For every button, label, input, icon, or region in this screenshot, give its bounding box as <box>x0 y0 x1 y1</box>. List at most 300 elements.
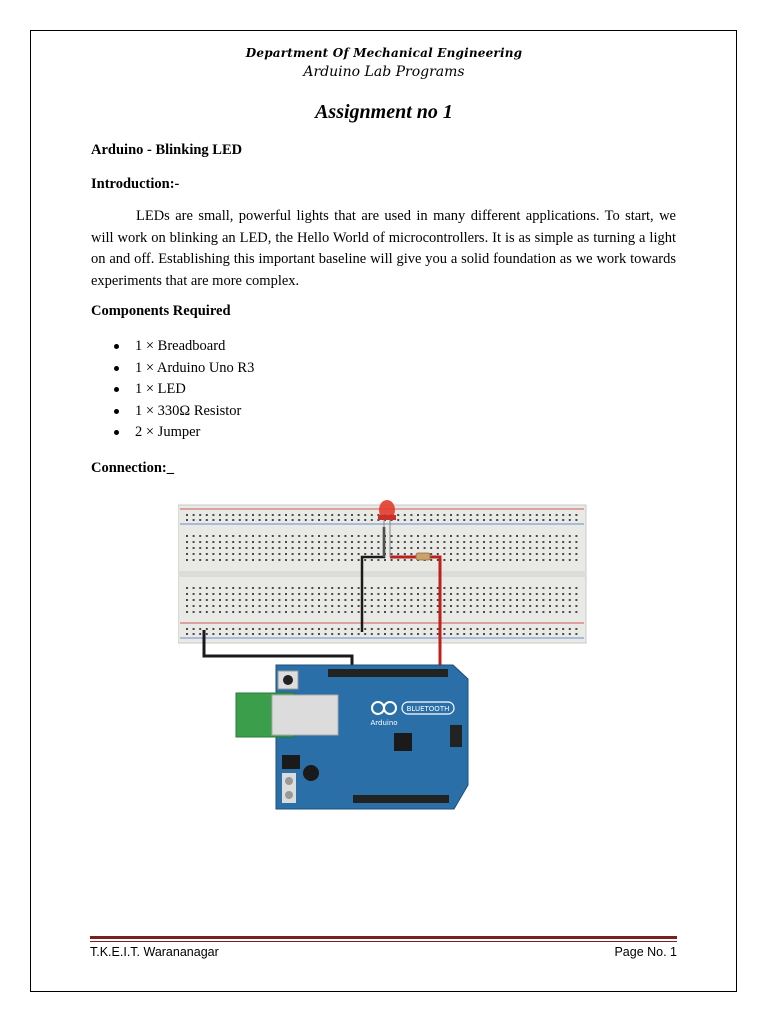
breadboard-hole <box>278 559 280 561</box>
breadboard-hole <box>338 535 340 537</box>
components-list <box>91 336 254 444</box>
breadboard-hole <box>509 514 511 516</box>
breadboard-hole <box>575 541 577 543</box>
breadboard-hole <box>259 553 261 555</box>
breadboard-hole <box>325 541 327 543</box>
footer-institute: T.K.E.I.T. Warananagar <box>90 945 219 959</box>
breadboard-hole <box>305 535 307 537</box>
breadboard-hole <box>509 559 511 561</box>
breadboard-hole <box>193 535 195 537</box>
breadboard-hole <box>351 541 353 543</box>
breadboard-hole <box>206 514 208 516</box>
breadboard-hole <box>245 587 247 589</box>
breadboard-hole <box>318 628 320 630</box>
breadboard-hole <box>575 519 577 521</box>
breadboard-hole <box>562 599 564 601</box>
breadboard-hole <box>410 514 412 516</box>
breadboard-hole <box>278 605 280 607</box>
breadboard-hole <box>305 553 307 555</box>
breadboard-hole <box>219 605 221 607</box>
breadboard-hole <box>186 541 188 543</box>
breadboard-hole <box>292 559 294 561</box>
breadboard-hole <box>536 611 538 613</box>
breadboard-hole <box>311 547 313 549</box>
breadboard-hole <box>476 559 478 561</box>
breadboard-hole <box>245 628 247 630</box>
breadboard-hole <box>371 587 373 589</box>
breadboard-hole <box>490 535 492 537</box>
breadboard-hole <box>556 587 558 589</box>
breadboard-hole <box>443 519 445 521</box>
breadboard-hole <box>206 553 208 555</box>
breadboard-hole <box>470 593 472 595</box>
breadboard-hole <box>391 593 393 595</box>
breadboard-hole <box>417 519 419 521</box>
breadboard-hole <box>232 628 234 630</box>
breadboard-hole <box>430 633 432 635</box>
breadboard-hole <box>483 599 485 601</box>
breadboard-hole <box>470 628 472 630</box>
breadboard-hole <box>556 611 558 613</box>
breadboard-hole <box>226 535 228 537</box>
breadboard-hole <box>212 611 214 613</box>
breadboard-hole <box>351 559 353 561</box>
breadboard-hole <box>245 605 247 607</box>
breadboard-hole <box>476 519 478 521</box>
breadboard-hole <box>410 593 412 595</box>
breadboard-hole <box>351 514 353 516</box>
breadboard-hole <box>193 587 195 589</box>
breadboard-hole <box>232 587 234 589</box>
breadboard-hole <box>193 611 195 613</box>
breadboard-hole <box>575 593 577 595</box>
breadboard-hole <box>430 514 432 516</box>
breadboard-hole <box>457 519 459 521</box>
breadboard-hole <box>575 611 577 613</box>
breadboard-hole <box>318 605 320 607</box>
breadboard-hole <box>252 628 254 630</box>
breadboard-hole <box>259 605 261 607</box>
breadboard-hole <box>556 514 558 516</box>
breadboard-hole <box>344 611 346 613</box>
breadboard-hole <box>509 535 511 537</box>
breadboard-hole <box>450 587 452 589</box>
breadboard-hole <box>569 559 571 561</box>
breadboard-hole <box>199 553 201 555</box>
breadboard-hole <box>212 587 214 589</box>
breadboard-hole <box>443 587 445 589</box>
breadboard-hole <box>371 559 373 561</box>
breadboard-hole <box>364 611 366 613</box>
breadboard-hole <box>265 519 267 521</box>
breadboard-hole <box>219 547 221 549</box>
breadboard-hole <box>292 605 294 607</box>
breadboard-hole <box>490 541 492 543</box>
breadboard-hole <box>344 559 346 561</box>
breadboard-hole <box>476 633 478 635</box>
breadboard-hole <box>463 553 465 555</box>
breadboard-hole <box>298 628 300 630</box>
breadboard-hole <box>371 593 373 595</box>
circuit-diagram <box>178 497 588 815</box>
breadboard-hole <box>443 535 445 537</box>
bullet-icon <box>114 409 119 414</box>
breadboard-hole <box>285 605 287 607</box>
breadboard-hole <box>226 587 228 589</box>
breadboard-hole <box>325 559 327 561</box>
breadboard-hole <box>351 628 353 630</box>
breadboard-hole <box>364 553 366 555</box>
breadboard-hole <box>193 628 195 630</box>
breadboard-hole <box>305 628 307 630</box>
breadboard-hole <box>509 553 511 555</box>
breadboard-hole <box>476 535 478 537</box>
breadboard-hole <box>397 593 399 595</box>
breadboard-hole <box>529 611 531 613</box>
breadboard-hole <box>575 535 577 537</box>
breadboard-hole <box>503 628 505 630</box>
breadboard-hole <box>542 519 544 521</box>
breadboard-hole <box>186 535 188 537</box>
breadboard-hole <box>338 633 340 635</box>
breadboard-hole <box>470 611 472 613</box>
breadboard-hole <box>542 605 544 607</box>
breadboard-hole <box>450 593 452 595</box>
breadboard-hole <box>331 541 333 543</box>
breadboard-hole <box>483 587 485 589</box>
breadboard-hole <box>298 587 300 589</box>
breadboard-hole <box>199 605 201 607</box>
breadboard-hole <box>318 547 320 549</box>
breadboard-hole <box>186 553 188 555</box>
breadboard-hole <box>245 541 247 543</box>
breadboard-hole <box>457 611 459 613</box>
breadboard-hole <box>219 514 221 516</box>
breadboard-hole <box>549 628 551 630</box>
breadboard-hole <box>311 553 313 555</box>
breadboard-hole <box>542 559 544 561</box>
breadboard-hole <box>410 541 412 543</box>
breadboard-hole <box>529 514 531 516</box>
breadboard-hole <box>252 514 254 516</box>
breadboard-hole <box>450 519 452 521</box>
breadboard-hole <box>278 519 280 521</box>
breadboard-hole <box>404 633 406 635</box>
arduino-board <box>236 665 468 809</box>
breadboard-hole <box>364 535 366 537</box>
breadboard-hole <box>331 611 333 613</box>
breadboard-hole <box>351 593 353 595</box>
breadboard-hole <box>470 633 472 635</box>
breadboard-hole <box>470 547 472 549</box>
breadboard-hole <box>496 541 498 543</box>
breadboard-hole <box>199 535 201 537</box>
breadboard-hole <box>516 547 518 549</box>
breadboard-hole <box>232 633 234 635</box>
breadboard-hole <box>490 547 492 549</box>
breadboard-hole <box>476 541 478 543</box>
breadboard-hole <box>259 541 261 543</box>
breadboard-hole <box>410 628 412 630</box>
breadboard-hole <box>430 587 432 589</box>
breadboard-hole <box>417 593 419 595</box>
breadboard-hole <box>193 519 195 521</box>
breadboard-hole <box>516 611 518 613</box>
breadboard-hole <box>245 611 247 613</box>
breadboard-hole <box>430 599 432 601</box>
breadboard-hole <box>219 628 221 630</box>
breadboard-hole <box>371 519 373 521</box>
breadboard-hole <box>245 559 247 561</box>
breadboard-hole <box>496 599 498 601</box>
breadboard-hole <box>338 541 340 543</box>
breadboard-hole <box>463 593 465 595</box>
breadboard-hole <box>325 611 327 613</box>
breadboard-hole <box>542 541 544 543</box>
breadboard-hole <box>193 633 195 635</box>
breadboard-hole <box>549 611 551 613</box>
breadboard-hole <box>259 611 261 613</box>
breadboard-hole <box>430 611 432 613</box>
breadboard-hole <box>470 605 472 607</box>
introduction-heading: Introduction:- <box>91 176 180 192</box>
breadboard-hole <box>470 541 472 543</box>
breadboard-hole <box>239 553 241 555</box>
breadboard-hole <box>278 599 280 601</box>
breadboard-hole <box>483 559 485 561</box>
breadboard-hole <box>305 547 307 549</box>
connection-heading: Connection:_ <box>91 460 174 476</box>
breadboard-hole <box>206 587 208 589</box>
breadboard-hole <box>430 519 432 521</box>
breadboard-hole <box>259 633 261 635</box>
breadboard-hole <box>457 628 459 630</box>
breadboard-hole <box>549 519 551 521</box>
breadboard-hole <box>212 559 214 561</box>
breadboard-hole <box>351 535 353 537</box>
breadboard-hole <box>245 547 247 549</box>
breadboard-hole <box>417 547 419 549</box>
breadboard-hole <box>509 519 511 521</box>
breadboard-hole <box>344 605 346 607</box>
breadboard-hole <box>417 611 419 613</box>
breadboard-hole <box>272 605 274 607</box>
breadboard-hole <box>490 514 492 516</box>
breadboard-hole <box>529 559 531 561</box>
breadboard-hole <box>424 593 426 595</box>
breadboard-hole <box>424 514 426 516</box>
breadboard-hole <box>259 535 261 537</box>
breadboard-hole <box>298 599 300 601</box>
components-heading: Components Required <box>91 303 231 319</box>
breadboard-hole <box>516 587 518 589</box>
breadboard-hole <box>529 547 531 549</box>
breadboard-hole <box>450 633 452 635</box>
breadboard-hole <box>311 541 313 543</box>
breadboard-hole <box>509 628 511 630</box>
breadboard-hole <box>384 593 386 595</box>
breadboard-hole <box>239 593 241 595</box>
breadboard-hole <box>325 633 327 635</box>
breadboard-hole <box>503 547 505 549</box>
breadboard-hole <box>549 633 551 635</box>
breadboard-hole <box>219 599 221 601</box>
breadboard-hole <box>391 535 393 537</box>
breadboard-hole <box>305 559 307 561</box>
breadboard-hole <box>344 535 346 537</box>
breadboard-hole <box>503 633 505 635</box>
breadboard-hole <box>536 514 538 516</box>
breadboard-hole <box>430 535 432 537</box>
breadboard-hole <box>285 547 287 549</box>
breadboard-hole <box>338 514 340 516</box>
breadboard-hole <box>457 514 459 516</box>
breadboard-hole <box>536 553 538 555</box>
breadboard-hole <box>298 541 300 543</box>
breadboard-hole <box>212 535 214 537</box>
breadboard-hole <box>490 599 492 601</box>
breadboard-hole <box>364 547 366 549</box>
breadboard-hole <box>430 541 432 543</box>
breadboard-hole <box>232 541 234 543</box>
breadboard-hole <box>371 547 373 549</box>
breadboard-hole <box>562 611 564 613</box>
breadboard-hole <box>292 535 294 537</box>
breadboard-hole <box>476 611 478 613</box>
breadboard-hole <box>338 587 340 589</box>
breadboard-hole <box>476 605 478 607</box>
list-item: 1 × Arduino Uno R3 <box>91 358 254 380</box>
breadboard-hole <box>476 547 478 549</box>
breadboard-hole <box>252 553 254 555</box>
breadboard-hole <box>496 628 498 630</box>
breadboard-hole <box>529 633 531 635</box>
breadboard-hole <box>430 593 432 595</box>
breadboard-hole <box>305 605 307 607</box>
breadboard-hole <box>410 633 412 635</box>
breadboard-hole <box>331 593 333 595</box>
breadboard-hole <box>318 519 320 521</box>
breadboard-hole <box>338 547 340 549</box>
breadboard-hole <box>292 541 294 543</box>
breadboard-hole <box>463 541 465 543</box>
breadboard-hole <box>549 547 551 549</box>
breadboard-hole <box>338 553 340 555</box>
breadboard-hole <box>562 535 564 537</box>
breadboard-hole <box>384 599 386 601</box>
breadboard-hole <box>384 628 386 630</box>
breadboard-hole <box>265 514 267 516</box>
breadboard-hole <box>410 559 412 561</box>
breadboard-hole <box>523 519 525 521</box>
breadboard-hole <box>272 593 274 595</box>
breadboard-hole <box>470 559 472 561</box>
breadboard-hole <box>575 559 577 561</box>
breadboard-hole <box>457 535 459 537</box>
breadboard-hole <box>272 541 274 543</box>
breadboard-hole <box>285 559 287 561</box>
breadboard-hole <box>430 547 432 549</box>
breadboard-hole <box>252 535 254 537</box>
breadboard-hole <box>272 553 274 555</box>
breadboard-hole <box>450 514 452 516</box>
breadboard-hole <box>325 593 327 595</box>
breadboard-hole <box>509 611 511 613</box>
breadboard-hole <box>272 611 274 613</box>
breadboard-hole <box>476 599 478 601</box>
breadboard-hole <box>292 628 294 630</box>
breadboard-hole <box>311 587 313 589</box>
breadboard-hole <box>265 611 267 613</box>
breadboard-hole <box>351 633 353 635</box>
breadboard-hole <box>516 541 518 543</box>
breadboard-hole <box>549 599 551 601</box>
breadboard-hole <box>371 535 373 537</box>
breadboard-hole <box>377 611 379 613</box>
breadboard-hole <box>259 519 261 521</box>
breadboard-hole <box>265 628 267 630</box>
breadboard-hole <box>556 519 558 521</box>
breadboard-hole <box>450 553 452 555</box>
breadboard-hole <box>569 519 571 521</box>
breadboard-hole <box>430 553 432 555</box>
breadboard-hole <box>575 553 577 555</box>
breadboard-hole <box>569 605 571 607</box>
breadboard-hole <box>318 593 320 595</box>
breadboard-hole <box>206 611 208 613</box>
department-header: Department Of Mechanical Engineering <box>245 46 523 60</box>
breadboard-hole <box>331 559 333 561</box>
breadboard-hole <box>529 553 531 555</box>
breadboard-hole <box>265 547 267 549</box>
resistor <box>416 553 430 560</box>
breadboard-hole <box>292 599 294 601</box>
breadboard-hole <box>509 605 511 607</box>
breadboard-hole <box>523 599 525 601</box>
breadboard-hole <box>252 599 254 601</box>
breadboard-hole <box>193 541 195 543</box>
breadboard-hole <box>450 559 452 561</box>
breadboard-hole <box>199 633 201 635</box>
breadboard-hole <box>358 553 360 555</box>
bullet-icon <box>114 387 119 392</box>
breadboard-hole <box>575 628 577 630</box>
breadboard-hole <box>575 605 577 607</box>
breadboard-hole <box>457 593 459 595</box>
breadboard-hole <box>252 547 254 549</box>
breadboard-hole <box>325 628 327 630</box>
breadboard-hole <box>285 541 287 543</box>
breadboard-hole <box>562 553 564 555</box>
breadboard-hole <box>344 628 346 630</box>
breadboard-hole <box>523 559 525 561</box>
breadboard-hole <box>424 628 426 630</box>
breadboard-hole <box>351 587 353 589</box>
breadboard-hole <box>463 514 465 516</box>
breadboard-hole <box>285 514 287 516</box>
breadboard-hole <box>292 587 294 589</box>
breadboard-hole <box>285 633 287 635</box>
breadboard-hole <box>338 519 340 521</box>
breadboard-hole <box>410 553 412 555</box>
breadboard-hole <box>252 541 254 543</box>
breadboard-hole <box>556 599 558 601</box>
breadboard-hole <box>437 553 439 555</box>
breadboard-hole <box>430 559 432 561</box>
breadboard-hole <box>457 547 459 549</box>
breadboard-hole <box>503 519 505 521</box>
breadboard-hole <box>536 593 538 595</box>
